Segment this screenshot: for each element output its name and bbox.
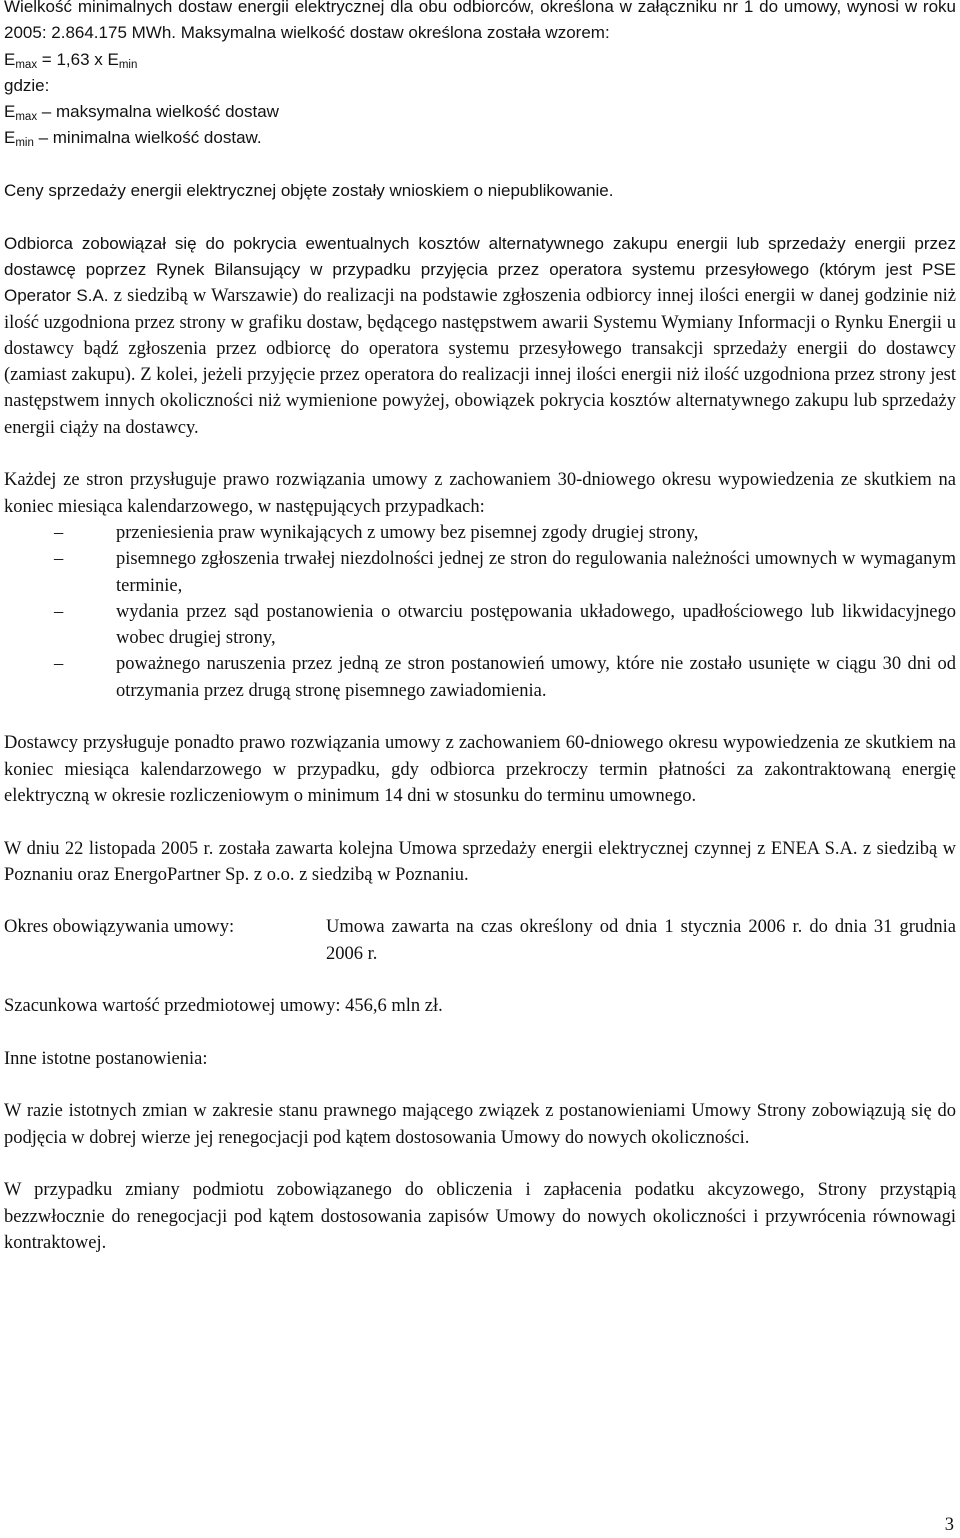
- termination-list: [4, 520, 956, 704]
- estimated-value-paragraph: Szacunkowa wartość przedmiotowej umowy: 456,6 mln zł.: [4, 996, 443, 1017]
- new-contract-paragraph: W dniu 22 listopada 2005 r. została zawarta kolejna Umowa sprzedaży energii elektrycznej czynnej z ENEA S.A. z siedzibą w Poznaniu oraz EnergoPartner Sp. z o.o. z siedzibą w Poznaniu.: [4, 838, 956, 885]
- other-provisions-heading: Inne istotne postanowienia:: [4, 1048, 208, 1069]
- list-item: – pisemnego zgłoszenia trwałej niezdolności jednej ze stron do regulowania należności umownych w wymaganym terminie,: [54, 549, 956, 596]
- list-item: – poważnego naruszenia przez jedną ze stron postanowień umowy, które nie zostało usunięte w ciągu 30 dni od otrzymania przez drugą stronę pisemnego zawiadomienia.: [54, 654, 956, 701]
- law-change-paragraph: W razie istotnych zmian w zakresie stanu prawnego mającego związek z postanowieniami Umowy Strony zobowiązują się do podjęcia w dobrej wierze jej renegocjacji pod kątem dostosowania Umowy do nowych okoliczności.: [4, 1101, 956, 1148]
- formula-definition-max: $E_{max}$ – maksymalna wielkość dostaw: [4, 102, 279, 124]
- termination-intro-paragraph: Każdej ze stron przysługuje prawo rozwiązania umowy z zachowaniem 30-dniowego okresu wypowiedzenia ze skutkiem na koniec miesiąca kalendarzowego, w następujących przypadkach:: [4, 470, 956, 517]
- min-max-section: [4, 0, 956, 204]
- contract-period-value: Umowa zawarta na czas określony od dnia 1 stycznia 2006 r. do dnia 31 grudnia 2006 r.: [326, 917, 956, 964]
- min-delivery-paragraph: Wielkość minimalnych dostaw energii elektrycznej dla obu odbiorców, określona w załączniku nr 1 do umowy, wynosi w roku 2005: 2.864.175 MWh. Maksymalna wielkość dostaw określona została wzorem:: [4, 0, 956, 43]
- odbiorca-obligation-paragraph: Odbiorca zobowiązał się do pokrycia ewentualnych kosztów alternatywnego zakupu energii lub sprzedaży energii przez dostawcę poprzez Rynek Bilansujący w przypadku przyjęcia przez operatora systemu przesyłowego (którym jest PSE Operator S.A. z siedzibą w Warszawie) do realizacji na podstawie zgłoszenia odbiorcy innej ilości energii w danej godzinie niż ilość uzgodniona przez strony w grafiku dostaw, będącego następstwem awarii Systemu Wymiany Informacji o Rynku Energii u dostawcy bądź zgłoszenia przez odbiorcę do operatora systemu przesyłowego transakcji sprzedaży energii do dostawcy (zamiast zakupu). Z kolei, jeżeli przyjęcie przez operatora do realizacji innej ilości energii niż ilość uzgodniona przez strony jest następstwem innych okoliczności niż wymienione powyżej, obowiązek pokrycia kosztów alternatywnego zakupu lub sprzedaży energii ciąży na dostawcy.: [4, 233, 957, 438]
- formula-definition-min: $E_{min}$ – minimalna wielkość dostaw.: [4, 128, 262, 150]
- list-item: – wydania przez sąd postanowienia o otwarciu postępowania układowego, upadłościowego lub likwidacyjnego wobec drugiej strony,: [54, 601, 956, 649]
- formula-line: $E_{max} = 1,63$ x $E_{min}$: [4, 49, 138, 71]
- tax-change-paragraph: W przypadku zmiany podmiotu zobowiązanego do obliczenia i zapłacenia podatku akcyzowego, Strony przystąpią bezzwłocznie do renegocjacji pod kątem dostosowania zapisów Umowy do nowych okoliczności i przywrócenia równowagi kontraktowej.: [4, 1180, 956, 1253]
- contract-period-row: [4, 914, 956, 967]
- formula-where: gdzie:: [4, 75, 50, 95]
- contract-period-label: Okres obowiązywania umowy:: [4, 917, 235, 938]
- document-page: [4, 0, 956, 1256]
- page-number: 3: [944, 1515, 954, 1535]
- list-item: – przeniesienia praw wynikających z umowy bez pisemnej zgody drugiej strony,: [54, 522, 699, 543]
- supplier-termination-paragraph: Dostawcy przysługuje ponadto prawo rozwiązania umowy z zachowaniem 60-dniowego okresu wypowiedzenia ze skutkiem na koniec miesiąca kalendarzowego w przypadku, gdy odbiorca przekroczy termin płatności za zakontraktowaną energię elektryczną w okresie rozliczeniowym o minimum 14 dni w stosunku do terminu umownego.: [4, 733, 956, 806]
- prices-confidential-paragraph: Ceny sprzedaży energii elektrycznej objęte zostały wnioskiem o niepublikowanie.: [4, 181, 614, 201]
